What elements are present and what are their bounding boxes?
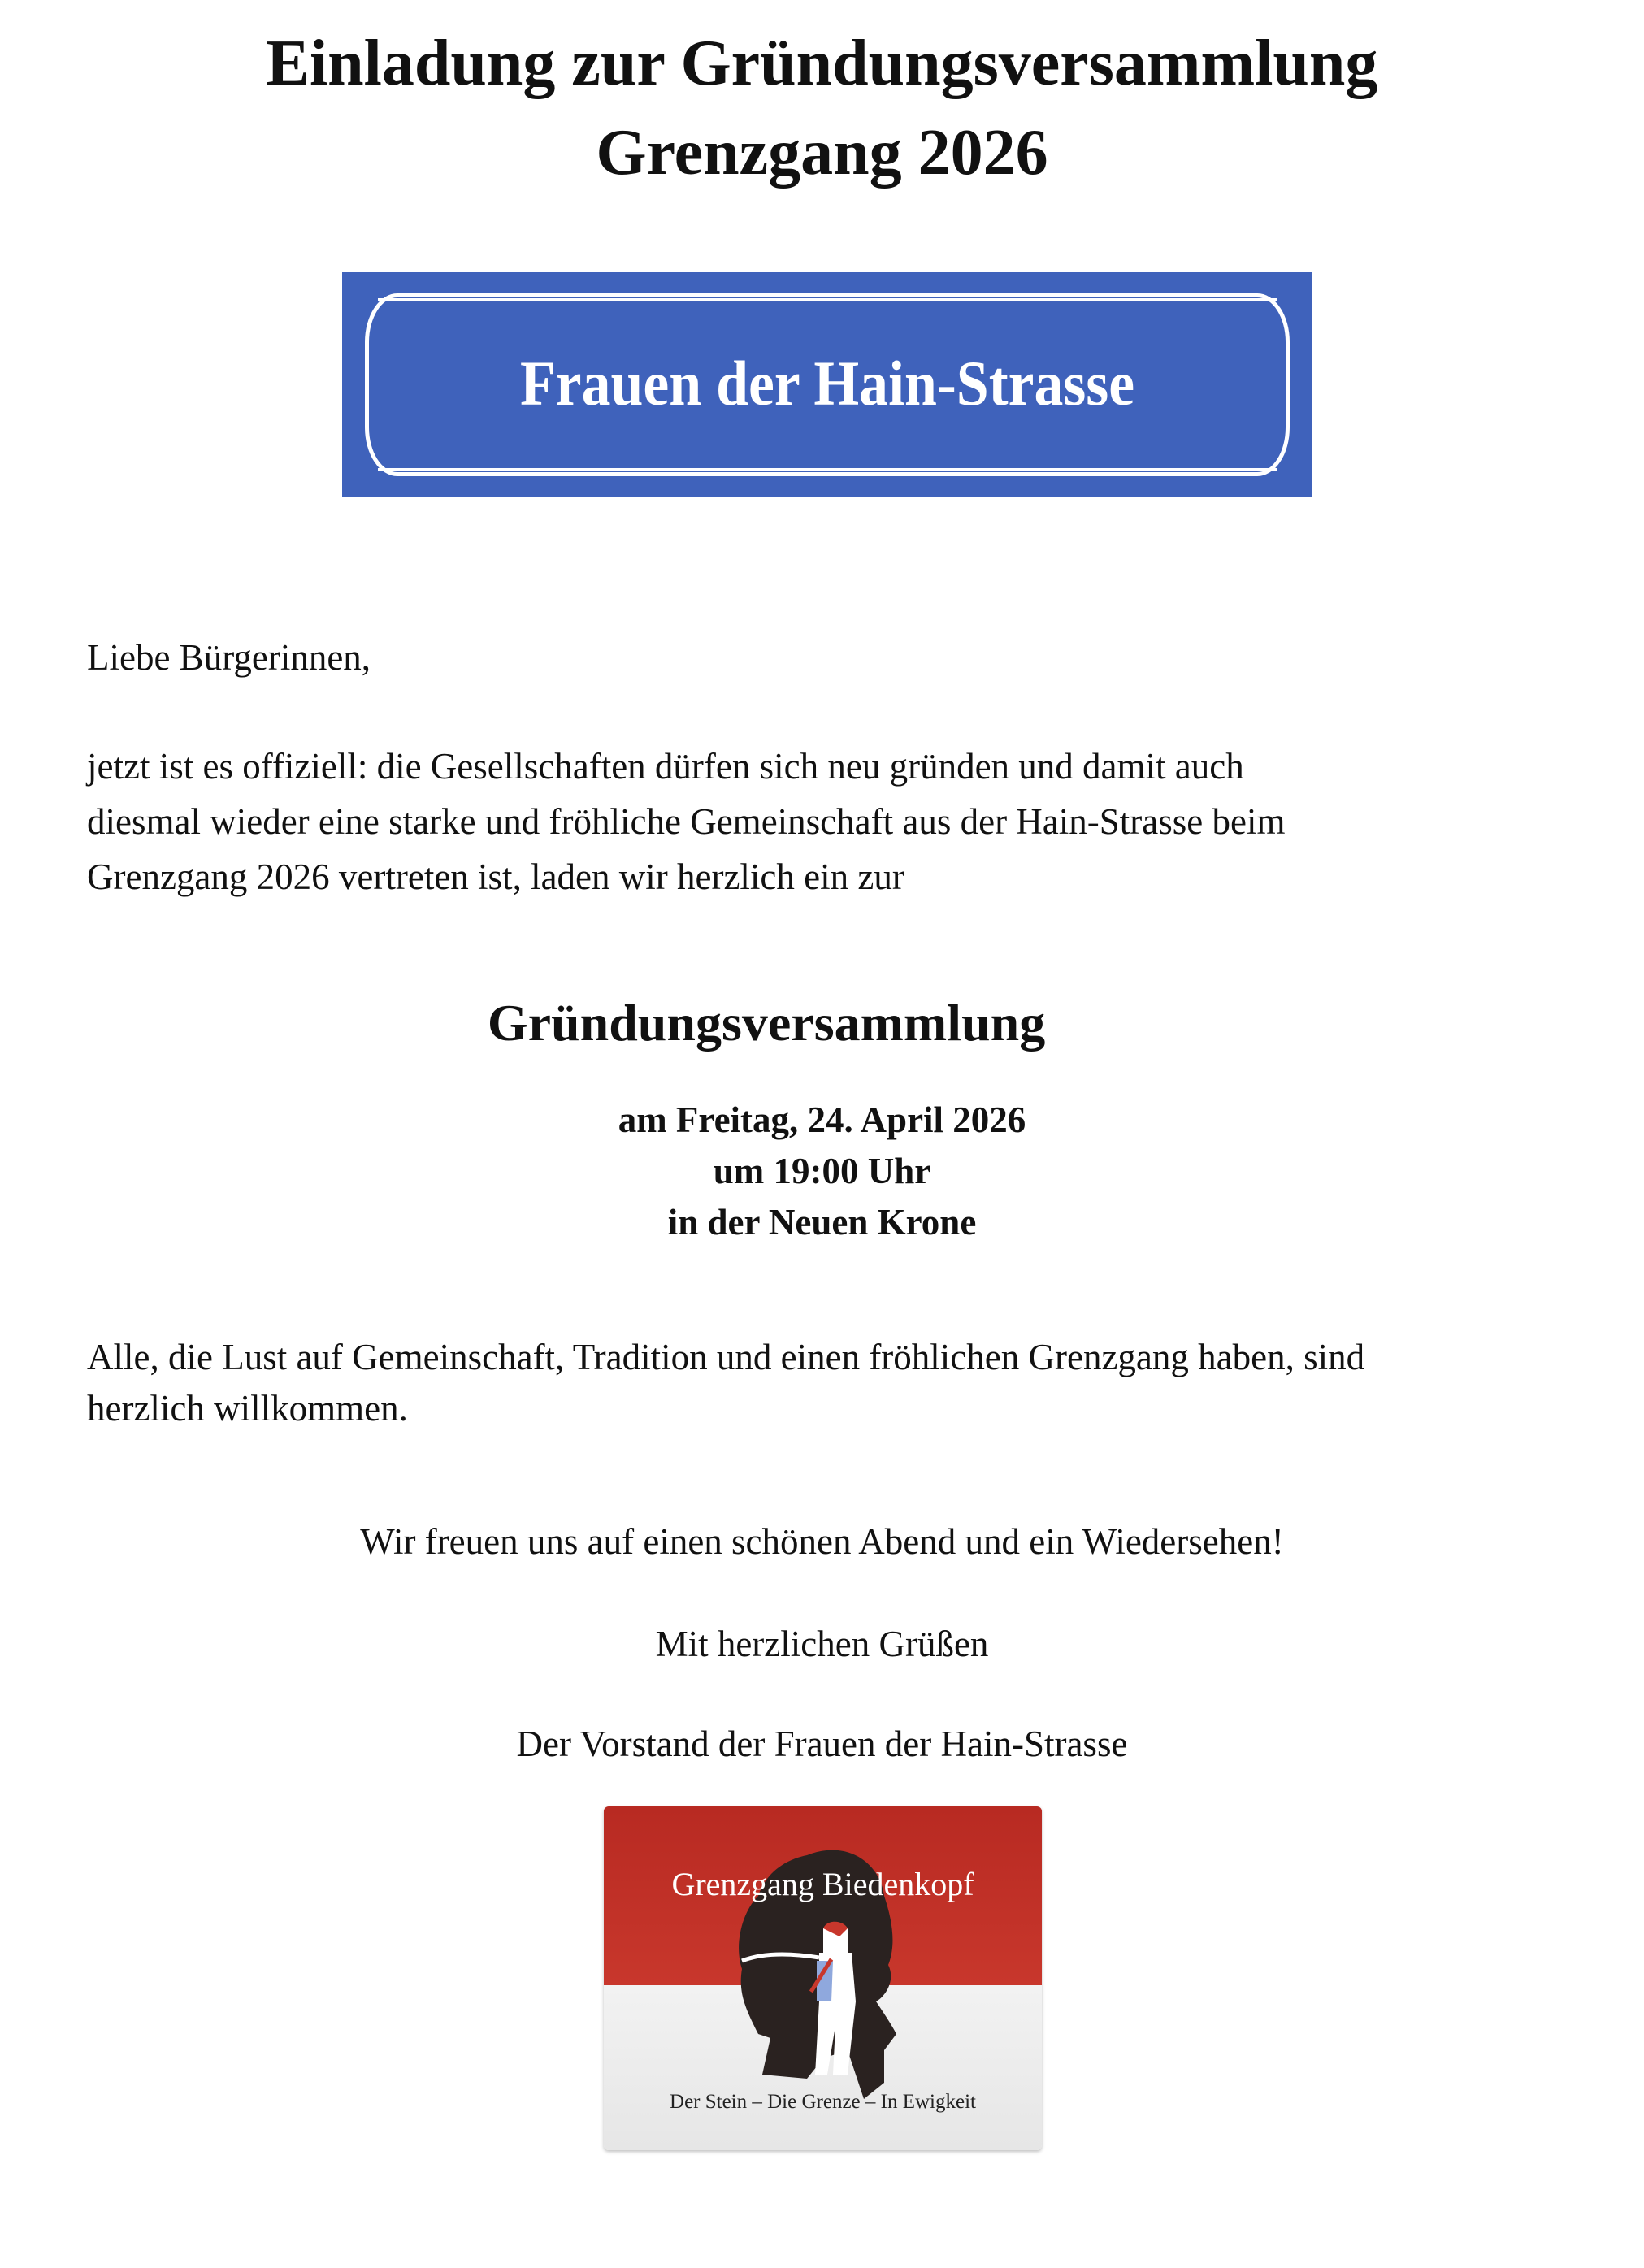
intro-line-1: jetzt ist es offiziell: die Gesellschaften dürfen sich neu gründen und damit auch (87, 746, 1244, 787)
badge-title: Grenzgang Biedenkopf (671, 1866, 974, 1902)
welcome-line-2: herzlich willkommen. (87, 1388, 408, 1429)
badge-motto: Der Stein – Die Grenze – In Ewigkeit (670, 2091, 976, 2113)
salutation: Liebe Bürgerinnen, (87, 637, 371, 678)
street-sign-logo (342, 272, 1312, 497)
title-line-1: Einladung zur Gründungsversammlung (266, 28, 1378, 99)
title-line-2: Grenzgang 2026 (596, 117, 1048, 189)
event-heading: Gründungsversammlung (487, 994, 1046, 1052)
intro-line-3: Grenzgang 2026 vertreten ist, laden wir herzlich ein zur (87, 856, 904, 897)
grenzgang-badge-image (604, 1806, 1042, 2150)
welcome-line-1: Alle, die Lust auf Gemeinschaft, Tradition und einen fröhlichen Grenzgang haben, sind (87, 1337, 1365, 1377)
event-date: am Freitag, 24. April 2026 (618, 1099, 1026, 1140)
event-place: in der Neuen Krone (667, 1202, 977, 1242)
sign-text: Frauen der Hain-Strasse (519, 348, 1135, 418)
intro-line-2: diesmal wieder eine starke und fröhliche Gemeinschaft aus der Hain-Strasse beim (87, 801, 1286, 842)
closing-line: Wir freuen uns auf einen schönen Abend und ein Wiedersehen! (360, 1521, 1284, 1562)
event-time: um 19:00 Uhr (713, 1151, 931, 1191)
greeting: Mit herzlichen Grüßen (655, 1624, 989, 1664)
signature: Der Vorstand der Frauen der Hain-Strasse (516, 1724, 1128, 1764)
